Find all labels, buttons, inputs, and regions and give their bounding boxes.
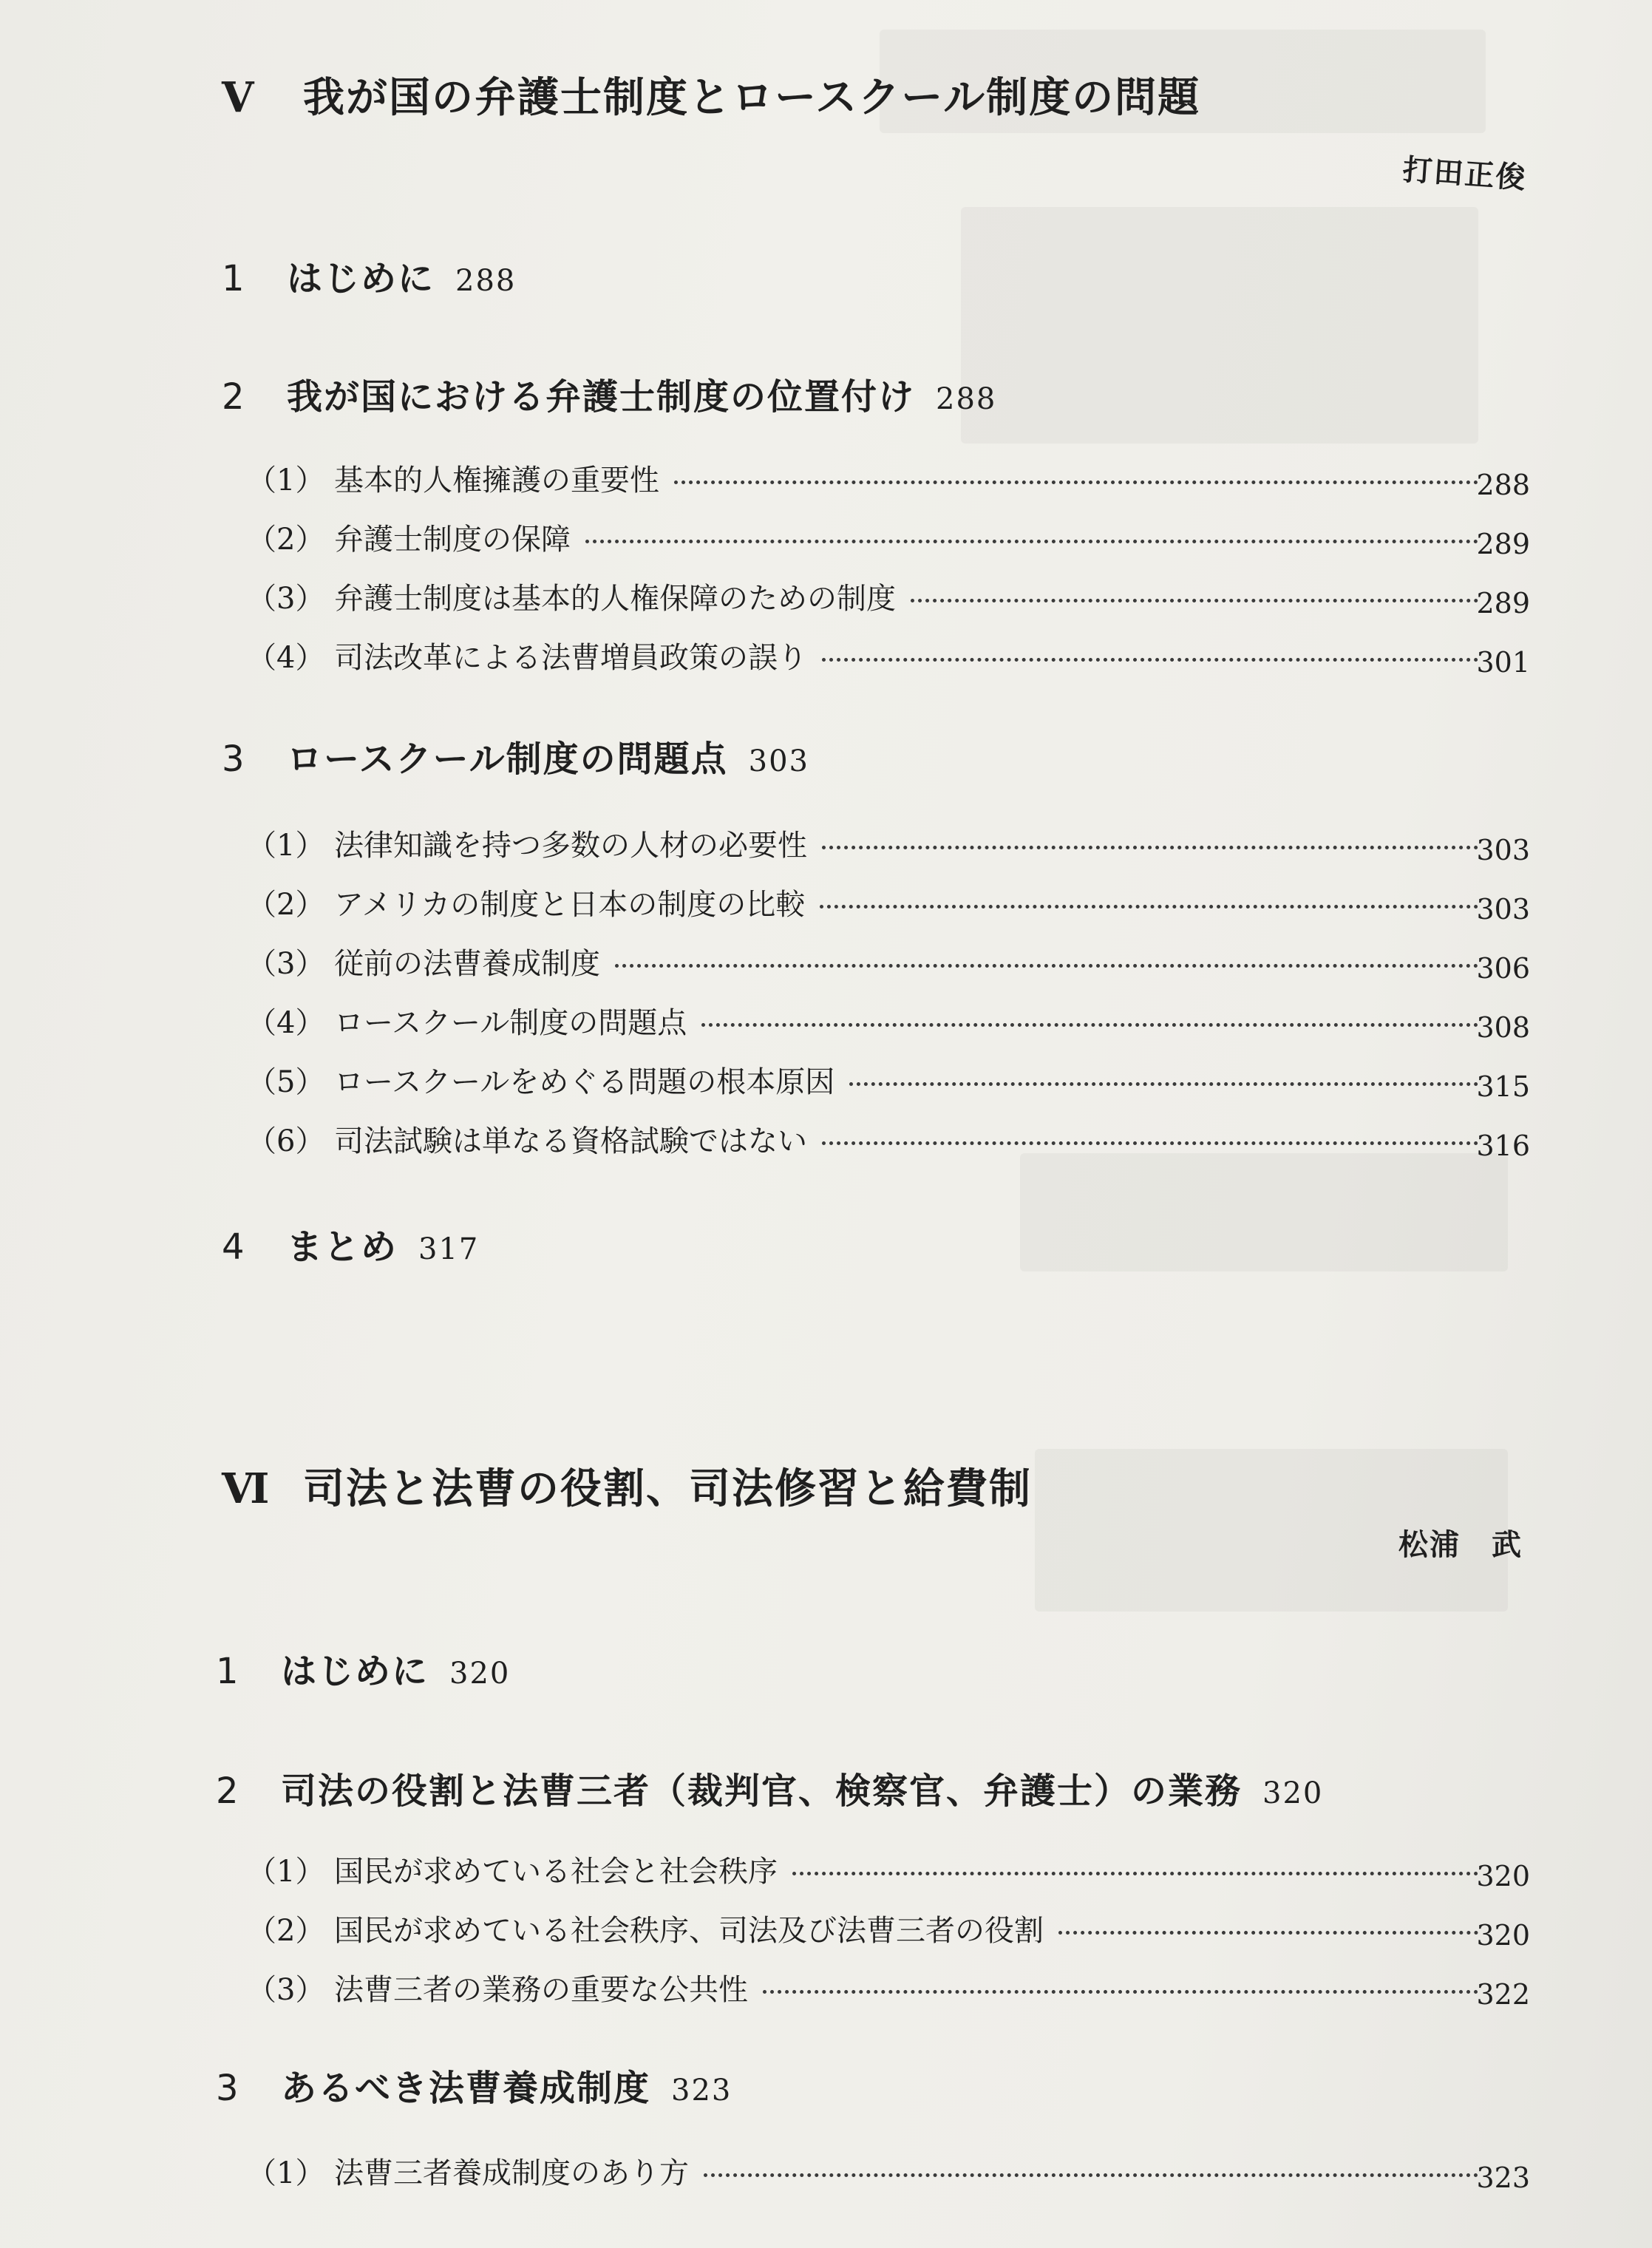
entry-page: 289 <box>1476 528 1530 560</box>
entry-text: 司法試験は単なる資格試験ではない <box>334 1124 807 1158</box>
chapter-heading <box>216 1762 1323 1813</box>
chapter-page: 317 <box>418 1232 480 1266</box>
section-author: 打田正俊 <box>1401 152 1528 196</box>
section-title <box>222 65 1200 124</box>
leader-dots <box>615 964 1478 968</box>
toc-entry <box>247 1907 1530 1952</box>
chapter-page: 288 <box>936 382 997 416</box>
entry-text: 司法改革による法曹増員政策の誤り <box>334 641 807 675</box>
chapter-title: あるべき法曹養成制度 <box>281 2068 651 2109</box>
entry-text: 法曹三者養成制度のあり方 <box>334 2156 689 2190</box>
chapter-page: 288 <box>455 264 517 298</box>
entry-text: ロースクール制度の問題点 <box>334 1006 687 1040</box>
leader-dots <box>1058 1931 1478 1935</box>
chapter-number: 1 <box>222 258 246 299</box>
toc-entry <box>247 881 1530 926</box>
section-numeral: Ⅵ <box>222 1464 271 1513</box>
entry-page: 323 <box>1476 2162 1530 2194</box>
entry-page: 315 <box>1476 1070 1530 1103</box>
entry-page: 316 <box>1476 1130 1530 1162</box>
entry-label: （1） <box>247 2156 325 2190</box>
entry-page: 289 <box>1476 587 1530 619</box>
chapter-number: 2 <box>216 1770 240 1812</box>
toc-entry <box>247 1059 1530 1103</box>
entry-text: ロースクールをめぐる問題の根本原因 <box>334 1065 835 1099</box>
bleed-through <box>961 207 1478 444</box>
entry-text: 基本的人権擁護の重要性 <box>334 463 659 498</box>
toc-entry <box>247 575 1530 619</box>
chapter-title: ロースクール制度の問題点 <box>287 738 728 780</box>
entry-label: （3） <box>247 1973 325 2007</box>
entry-label: （6） <box>247 1124 325 1158</box>
entry-page: 288 <box>1476 469 1530 501</box>
chapter-title: はじめに <box>281 1651 429 1692</box>
entry-label: （1） <box>247 829 325 863</box>
toc-entry <box>247 634 1530 679</box>
section-author: 松浦 武 <box>1398 1528 1523 1562</box>
entry-text: アメリカの制度と日本の制度の比較 <box>334 888 806 922</box>
section-title-text: 司法と法曹の役割、司法修習と給費制 <box>303 1465 1032 1513</box>
entry-text: 弁護士制度は基本的人権保障のための制度 <box>334 582 896 616</box>
leader-dots <box>792 1872 1478 1875</box>
chapter-heading <box>222 730 809 781</box>
entry-text: 国民が求めている社会と社会秩序 <box>334 1855 778 1889</box>
chapter-heading <box>216 2059 732 2111</box>
toc-entry <box>247 457 1530 501</box>
chapter-title: 我が国における弁護士制度の位置付け <box>287 376 916 418</box>
toc-entry <box>247 999 1530 1044</box>
leader-dots <box>763 1990 1478 1994</box>
chapter-number: 3 <box>222 738 246 780</box>
entry-label: （3） <box>247 947 325 981</box>
chapter-number: 1 <box>216 1651 240 1692</box>
entry-text: 法曹三者の業務の重要な公共性 <box>334 1973 748 2007</box>
leader-dots <box>701 1023 1478 1027</box>
chapter-number: 4 <box>222 1226 246 1268</box>
bleed-through <box>1020 1153 1508 1271</box>
entry-label: （2） <box>247 888 325 922</box>
entry-page: 306 <box>1476 952 1530 985</box>
entry-label: （4） <box>247 641 325 675</box>
toc-entry <box>247 1966 1530 2011</box>
entry-label: （5） <box>247 1065 325 1099</box>
entry-page: 303 <box>1476 893 1530 926</box>
section-title <box>222 1456 1032 1515</box>
entry-page: 320 <box>1476 1919 1530 1952</box>
toc-entry <box>247 940 1530 985</box>
leader-dots <box>704 2173 1478 2177</box>
chapter-heading <box>222 368 996 419</box>
leader-dots <box>820 905 1478 909</box>
chapter-title: まとめ <box>287 1226 398 1268</box>
toc-entry <box>247 516 1530 560</box>
entry-label: （4） <box>247 1006 325 1040</box>
entry-page: 303 <box>1476 834 1530 866</box>
chapter-heading <box>216 1643 510 1694</box>
entry-label: （1） <box>247 463 325 498</box>
toc-entry <box>247 822 1530 866</box>
leader-dots <box>822 658 1478 662</box>
chapter-title: はじめに <box>287 258 435 299</box>
entry-text: 従前の法曹養成制度 <box>334 947 600 981</box>
chapter-page: 303 <box>748 744 810 778</box>
section-title-text: 我が国の弁護士制度とロースクール制度の問題 <box>303 74 1201 122</box>
entry-page: 301 <box>1476 646 1530 679</box>
entry-page: 320 <box>1476 1860 1530 1892</box>
entry-label: （1） <box>247 1855 325 1889</box>
chapter-page: 320 <box>1262 1776 1324 1810</box>
toc-entry <box>247 1848 1530 1892</box>
chapter-number: 2 <box>222 376 246 418</box>
entry-text: 法律知識を持つ多数の人材の必要性 <box>334 829 807 863</box>
chapter-page: 323 <box>671 2074 732 2108</box>
leader-dots <box>822 1141 1478 1145</box>
chapter-title: 司法の役割と法曹三者（裁判官、検察官、弁護士）の業務 <box>281 1770 1243 1812</box>
leader-dots <box>674 480 1478 484</box>
chapter-heading <box>222 1218 479 1269</box>
chapter-heading <box>222 250 516 301</box>
entry-label: （2） <box>247 1914 325 1948</box>
chapter-page: 320 <box>449 1657 511 1691</box>
leader-dots <box>585 540 1478 543</box>
leader-dots <box>849 1082 1478 1086</box>
entry-label: （2） <box>247 523 325 557</box>
leader-dots <box>911 599 1478 602</box>
entry-text: 国民が求めている社会秩序、司法及び法曹三者の役割 <box>334 1914 1044 1948</box>
leader-dots <box>822 846 1478 849</box>
chapter-number: 3 <box>216 2068 240 2109</box>
entry-label: （3） <box>247 582 325 616</box>
entry-page: 308 <box>1476 1011 1530 1044</box>
toc-entry <box>247 2150 1530 2194</box>
entry-text: 弁護士制度の保障 <box>334 523 571 557</box>
entry-page: 322 <box>1476 1978 1530 2011</box>
toc-entry <box>247 1118 1530 1162</box>
section-numeral: V <box>222 73 256 122</box>
